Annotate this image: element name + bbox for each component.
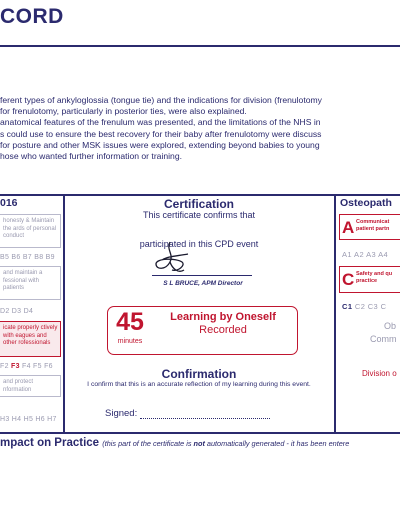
impact-title	[0, 437, 349, 449]
signature-line	[152, 275, 252, 276]
theme-box-c	[339, 266, 400, 293]
impact-note-emphasis: not	[193, 439, 205, 448]
theme-letter: A	[342, 218, 355, 237]
theme-letter: C	[342, 270, 355, 289]
impact-note-text: automatically generated - it has been entere	[204, 439, 350, 448]
minutes-label: minutes	[117, 338, 143, 345]
code-list: C2 C3 C	[352, 302, 387, 311]
standard-box-d	[0, 266, 61, 300]
description-line: ferent types of ankyloglossia (tongue tie) and the indications for division (frenulotomy	[0, 95, 322, 105]
code-list: F2	[0, 363, 12, 370]
description-line: for frenulotomy, particularly in posterior ties, were also explained.	[0, 106, 247, 117]
impact-note-text: (this part of the certificate is	[102, 439, 194, 448]
theme-text: Communicat patient partn	[356, 219, 390, 232]
description-line: for posture and other MSK issues were explored, extending beyond babies to young	[0, 139, 320, 150]
standard-codes-h: H3 H4 H5 H6 H7	[0, 416, 57, 423]
learning-type: Learning by Oneself	[170, 311, 276, 323]
impact-heading: mpact on Practice	[0, 437, 100, 449]
confirmation-title: Confirmation	[161, 367, 237, 381]
certification-text: This certificate confirms that	[142, 210, 256, 220]
standard-text: icate properly ctively with eagues and other rofessionals	[3, 325, 58, 347]
division-label: Division o	[362, 369, 397, 378]
signatory-name: S L BRUCE, APM Director	[163, 280, 243, 287]
right-divider	[334, 194, 336, 434]
standard-box-h	[0, 375, 61, 397]
confirmation-text: I confirm that this is an accurate reflection of my learning during this event.	[87, 381, 311, 388]
description-line: anatomical features of the frenulum was presented, and the limitations of the NHS in	[0, 117, 321, 128]
signature-field[interactable]	[140, 418, 270, 419]
standard-codes-d: D2 D3 D4	[0, 308, 34, 315]
ob-label: Ob	[384, 321, 397, 331]
standard-text: and protect nformation	[3, 379, 34, 393]
minutes-value: 45	[116, 308, 144, 336]
course-description	[0, 95, 400, 162]
theme-box-a	[339, 214, 400, 240]
standard-text: and maintain a fessional with patients	[3, 270, 43, 292]
active-code: C1	[342, 302, 353, 311]
signature-image	[148, 240, 198, 280]
standard-box-b	[0, 214, 61, 248]
description-line: s could use to ensure the best recovery for their baby after frenulotomy were discuss	[0, 128, 322, 139]
impact-note	[102, 439, 349, 448]
learning-status: Recorded	[199, 324, 247, 336]
active-code: F3	[11, 363, 20, 370]
osteopath-heading: Osteopath	[340, 197, 392, 209]
certificate-title: CORD	[0, 5, 64, 28]
standard-text: honesty & Maintain the ards of personal conduct	[3, 218, 57, 240]
standard-box-f	[0, 321, 61, 357]
certification-title: Certification	[163, 197, 234, 211]
theme-codes-c	[342, 302, 386, 311]
standards-heading: 016	[0, 197, 18, 209]
standard-codes-b: B5 B6 B7 B8 B9	[0, 254, 55, 261]
code-list: F4 F5 F6	[19, 363, 53, 370]
description-line: hose who wanted further information or training.	[0, 151, 183, 162]
left-divider	[63, 194, 65, 434]
comm-label: Comm	[370, 334, 397, 344]
theme-codes-a: A1 A2 A3 A4	[342, 250, 389, 259]
standard-codes-f	[0, 363, 53, 370]
signed-label: Signed:	[105, 408, 138, 419]
participation-text: participated in this CPD event	[139, 239, 259, 249]
header-rule	[0, 45, 400, 47]
theme-text: Safety and qu practice	[356, 271, 393, 284]
